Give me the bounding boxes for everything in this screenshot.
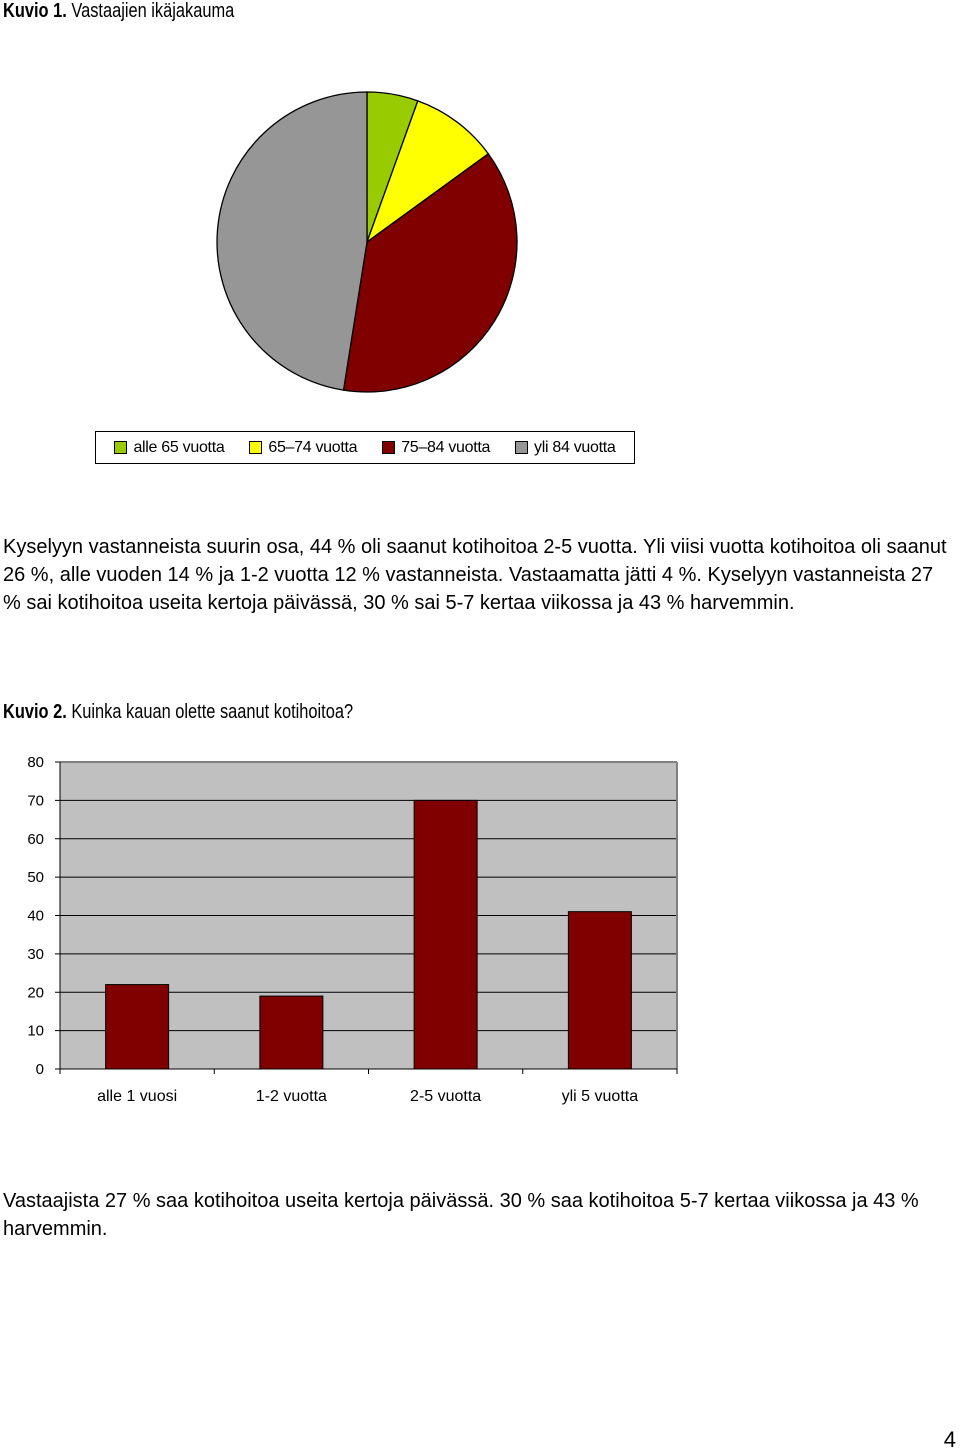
y-tick-label: 30 <box>27 945 44 963</box>
legend-swatch <box>114 441 127 454</box>
y-tick-label: 0 <box>35 1061 44 1078</box>
paragraph-1: Kyselyyn vastanneista suurin osa, 44 % oli saanut kotihoitoa 2-5 vuotta. Yli viisi vuotta kotihoitoa oli saanut 26 %, alle vuoden 14 % ja 1-2 vuotta 12 % vastanneista. Vastaamatta jätti 4 %. Kyselyyn vastanneista 27 % sai kotihoitoa useita kertoja päivässä, 30 % sai 5-7 kertaa viikossa ja 43 % harvemmin. <box>3 536 947 614</box>
figure1-caption-label: Kuvio 1. <box>3 0 67 22</box>
bar-1 <box>260 996 323 1069</box>
pie-slice-3 <box>217 92 367 390</box>
x-category-label: 2-5 vuotta <box>410 1088 482 1105</box>
figure1-caption-text: Vastaajien ikäjakauma <box>71 0 235 22</box>
bar-2 <box>414 800 477 1069</box>
y-tick-label: 70 <box>27 792 44 810</box>
bar-chart <box>0 740 960 1120</box>
y-tick-label: 40 <box>27 907 44 925</box>
x-category-label: alle 1 vuosi <box>97 1088 178 1105</box>
y-tick-label: 80 <box>27 754 44 771</box>
legend-label: yli 84 vuotta <box>534 438 616 456</box>
x-category-label: 1-2 vuotta <box>255 1088 327 1105</box>
legend-item-1 <box>249 439 357 457</box>
pie-legend <box>95 431 635 464</box>
legend-label: 65–74 vuotta <box>268 438 358 456</box>
figure2-caption-label: Kuvio 2. <box>3 701 67 723</box>
legend-swatch <box>249 441 262 454</box>
bar-3 <box>568 912 631 1069</box>
y-tick-label: 10 <box>27 1022 44 1040</box>
legend-label: 75–84 vuotta <box>401 438 491 456</box>
legend-label: alle 65 vuotta <box>133 438 225 456</box>
x-category-label: yli 5 vuotta <box>561 1088 639 1105</box>
legend-swatch <box>382 441 395 454</box>
figure2-caption <box>3 701 353 724</box>
legend-item-0 <box>114 439 224 457</box>
legend-swatch <box>515 441 528 454</box>
figure2-caption-text: Kuinka kauan olette saanut kotihoitoa? <box>71 701 354 723</box>
paragraph-2: Vastaajista 27 % saa kotihoitoa useita kertoja päivässä. 30 % saa kotihoitoa 5-7 kertaa viikossa ja 43 % harvemmin. <box>3 1190 919 1240</box>
y-tick-label: 20 <box>27 984 44 1002</box>
bar-0 <box>106 985 169 1069</box>
legend-item-2 <box>382 439 490 457</box>
pie-chart <box>0 0 960 420</box>
y-tick-label: 50 <box>27 869 44 887</box>
page-number: 4 <box>943 1427 956 1452</box>
legend-item-3 <box>515 439 615 457</box>
y-tick-label: 60 <box>27 830 44 848</box>
